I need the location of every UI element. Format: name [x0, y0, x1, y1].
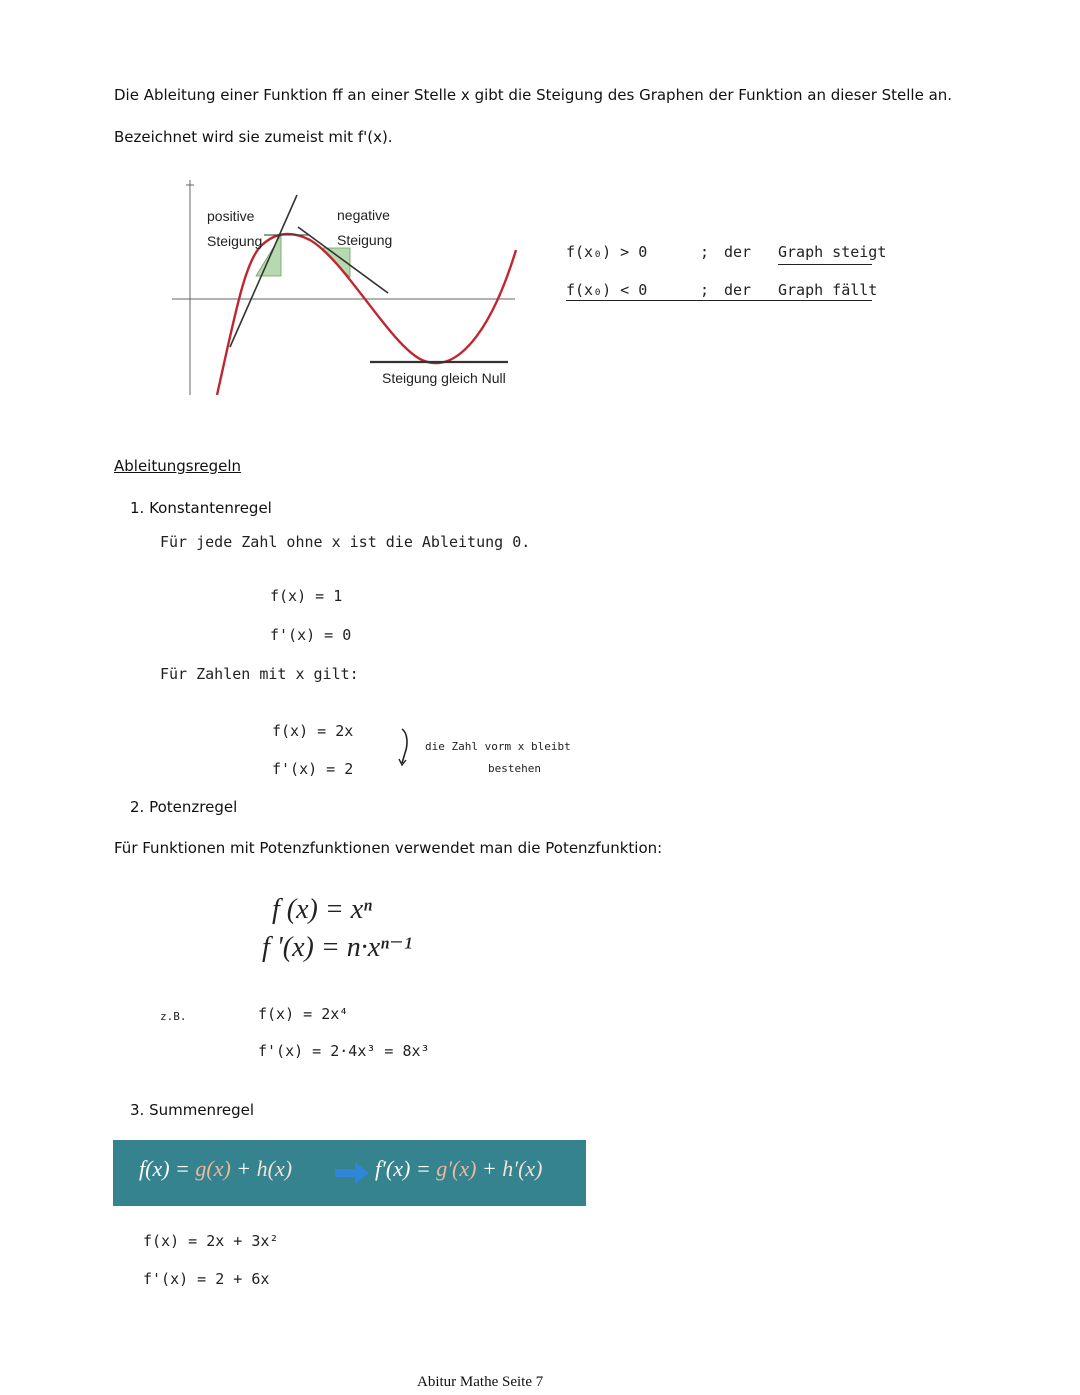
- rule1-note-line1: die Zahl vorm x bleibt: [425, 740, 571, 753]
- note-row1-text: Graph steigt: [778, 243, 887, 261]
- zero-slope-label: Steigung gleich Null: [382, 370, 506, 386]
- arrow-right-icon: [335, 1162, 369, 1184]
- rule2-formula-2: f '(x) = n·xⁿ⁻¹: [262, 932, 413, 963]
- note-row2-sep: ;: [700, 281, 710, 299]
- note-row2-text: Graph fällt: [778, 281, 878, 299]
- rule1-handwritten-1: Für jede Zahl ohne x ist die Ableitung 0.: [160, 533, 531, 551]
- note-row1-sep: ;: [700, 243, 710, 261]
- negative-slope-label-2: Steigung: [337, 232, 393, 248]
- rule2-zb-label: z.B.: [160, 1010, 187, 1023]
- sum-rule-rhs-h: h′(x): [502, 1156, 543, 1181]
- rule1-example1-line1: f(x) = 1: [270, 587, 343, 605]
- rule3-example-line1: f(x) = 2x + 3x²: [143, 1232, 279, 1250]
- sum-rule-lhs: [139, 1156, 292, 1182]
- rule3-example-line2: f'(x) = 2 + 6x: [143, 1270, 270, 1288]
- rule1-example1-line2: f'(x) = 0: [270, 626, 352, 644]
- positive-slope-label-1: positive: [207, 208, 255, 224]
- sum-rule-rhs-prefix: f′(x) =: [375, 1156, 437, 1181]
- sum-rule-rhs-plus: +: [476, 1156, 503, 1181]
- sum-rule-rhs: [375, 1156, 543, 1182]
- negative-slope-label-1: negative: [337, 207, 390, 223]
- rule2-formula-1: f (x) = xⁿ: [272, 894, 372, 925]
- sum-rule-lhs-g: g(x): [195, 1156, 231, 1181]
- note-row2-underline: [566, 300, 872, 301]
- rule2-text: Für Funktionen mit Potenzfunktionen verwendet man die Potenzfunktion:: [114, 839, 663, 857]
- sum-rule-lhs-h: h(x): [256, 1156, 293, 1181]
- page-footer: Abitur Mathe Seite 7: [417, 1374, 544, 1390]
- section-title: Ableitungsregeln: [114, 457, 242, 475]
- intro-line-2: Bezeichnet wird sie zumeist mit f'(x).: [114, 128, 393, 146]
- sum-rule-lhs-plus: +: [230, 1156, 257, 1181]
- rule2-title: 2. Potenzregel: [130, 798, 238, 816]
- positive-slope-label-2: Steigung: [207, 233, 263, 249]
- rule1-note-line2: bestehen: [488, 762, 541, 775]
- sum-rule-lhs-prefix: f(x) =: [139, 1156, 196, 1181]
- rule2-example-line1: f(x) = 2x⁴: [258, 1005, 349, 1023]
- rule1-title: 1. Konstantenregel: [130, 499, 272, 517]
- note-row1-expr: f(x₀) > 0: [566, 243, 648, 261]
- note-row1-underline: [778, 264, 872, 265]
- sum-rule-box: [113, 1140, 586, 1206]
- rule1-example2-line1: f(x) = 2x: [272, 722, 354, 740]
- rule3-title: 3. Summenregel: [130, 1101, 255, 1119]
- rule1-example2-line2: f'(x) = 2: [272, 760, 354, 778]
- note-row2-der: der: [724, 281, 752, 299]
- intro-line-1: Die Ableitung einer Funktion ff an einer Stelle x gibt die Steigung des Graphen der Funktion an dieser Stelle an.: [114, 86, 953, 104]
- brace-arrow-icon: [398, 725, 414, 769]
- rule2-example-line2: f'(x) = 2·4x³ = 8x³: [258, 1042, 430, 1060]
- sum-rule-rhs-g: g′(x): [436, 1156, 477, 1181]
- note-row1-der: der: [724, 243, 752, 261]
- rule1-handwritten-2: Für Zahlen mit x gilt:: [160, 665, 359, 683]
- note-row2-expr: f(x₀) < 0: [566, 281, 648, 299]
